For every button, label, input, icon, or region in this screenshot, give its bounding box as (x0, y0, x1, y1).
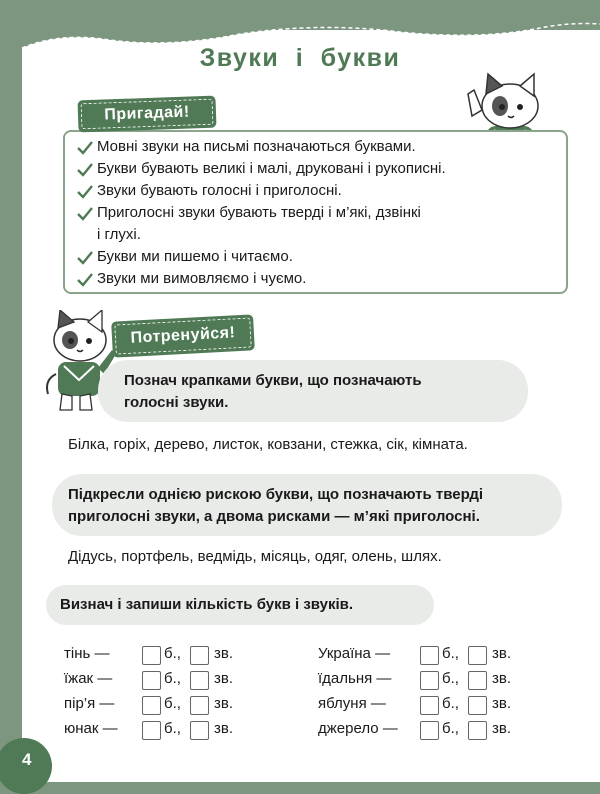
letters-count-box[interactable] (142, 671, 161, 690)
count-row: юнак — б., зв. (64, 720, 264, 740)
letters-count-box[interactable] (420, 646, 439, 665)
sounds-count-box[interactable] (468, 696, 487, 715)
task-2-instruction: Підкресли однією рискою букви, що позначають тверді приголосні звуки, а двома рисками — м’які приголосні. (52, 474, 562, 536)
sounds-count-box[interactable] (190, 696, 209, 715)
page-number-badge (0, 738, 52, 794)
task-2-words: Дідусь, портфель, ведмідь, місяць, одяг, олень, шлях. (68, 548, 442, 565)
count-row: Україна — б., зв. (318, 645, 538, 665)
list-item: Букви ми пишемо і читаємо. (77, 248, 293, 265)
letters-count-box[interactable] (142, 696, 161, 715)
page-title: Звуки і букви (199, 44, 401, 72)
letters-count-box[interactable] (142, 646, 161, 665)
check-icon (77, 251, 93, 265)
remember-box (63, 130, 568, 294)
sounds-count-box[interactable] (468, 721, 487, 740)
page-number: 4 (22, 750, 32, 769)
sounds-count-box[interactable] (468, 646, 487, 665)
count-row: пір’я — б., зв. (64, 695, 264, 715)
practice-tag: Потренуйся! (111, 314, 255, 357)
check-icon (77, 185, 93, 199)
letters-count-box[interactable] (420, 696, 439, 715)
count-row: їжак — б., зв. (64, 670, 264, 690)
sounds-count-box[interactable] (190, 646, 209, 665)
letters-count-box[interactable] (420, 721, 439, 740)
check-icon (77, 141, 93, 155)
sounds-count-box[interactable] (190, 671, 209, 690)
list-item: Мовні звуки на письмі позначаються буквами. (77, 138, 416, 155)
list-item-continuation: і глухі. (97, 226, 141, 243)
check-icon (77, 207, 93, 221)
list-item: Звуки ми вимовляємо і чуємо. (77, 270, 306, 287)
task-1-instruction: Познач крапками букви, що позначають голосні звуки. (98, 360, 528, 422)
check-icon (77, 163, 93, 177)
count-row: джерело — б., зв. (318, 720, 538, 740)
check-icon (77, 273, 93, 287)
count-row: тінь — б., зв. (64, 645, 264, 665)
remember-tag: Пригадай! (77, 96, 216, 133)
task-1-words: Білка, горіх, дерево, листок, ковзани, стежка, сік, кімната. (68, 436, 468, 453)
task-3-instruction: Визнач і запиши кількість букв і звуків. (46, 585, 434, 625)
list-item: Букви бувають великі і малі, друковані і рукописні. (77, 160, 446, 177)
letters-count-box[interactable] (420, 671, 439, 690)
list-item: Звуки бувають голосні і приголосні. (77, 182, 342, 199)
letters-count-box[interactable] (142, 721, 161, 740)
count-row: їдальня — б., зв. (318, 670, 538, 690)
list-item: Приголосні звуки бувають тверді і м’які, дзвінкі (77, 204, 421, 221)
count-row: яблуня — б., зв. (318, 695, 538, 715)
sounds-count-box[interactable] (468, 671, 487, 690)
sounds-count-box[interactable] (190, 721, 209, 740)
